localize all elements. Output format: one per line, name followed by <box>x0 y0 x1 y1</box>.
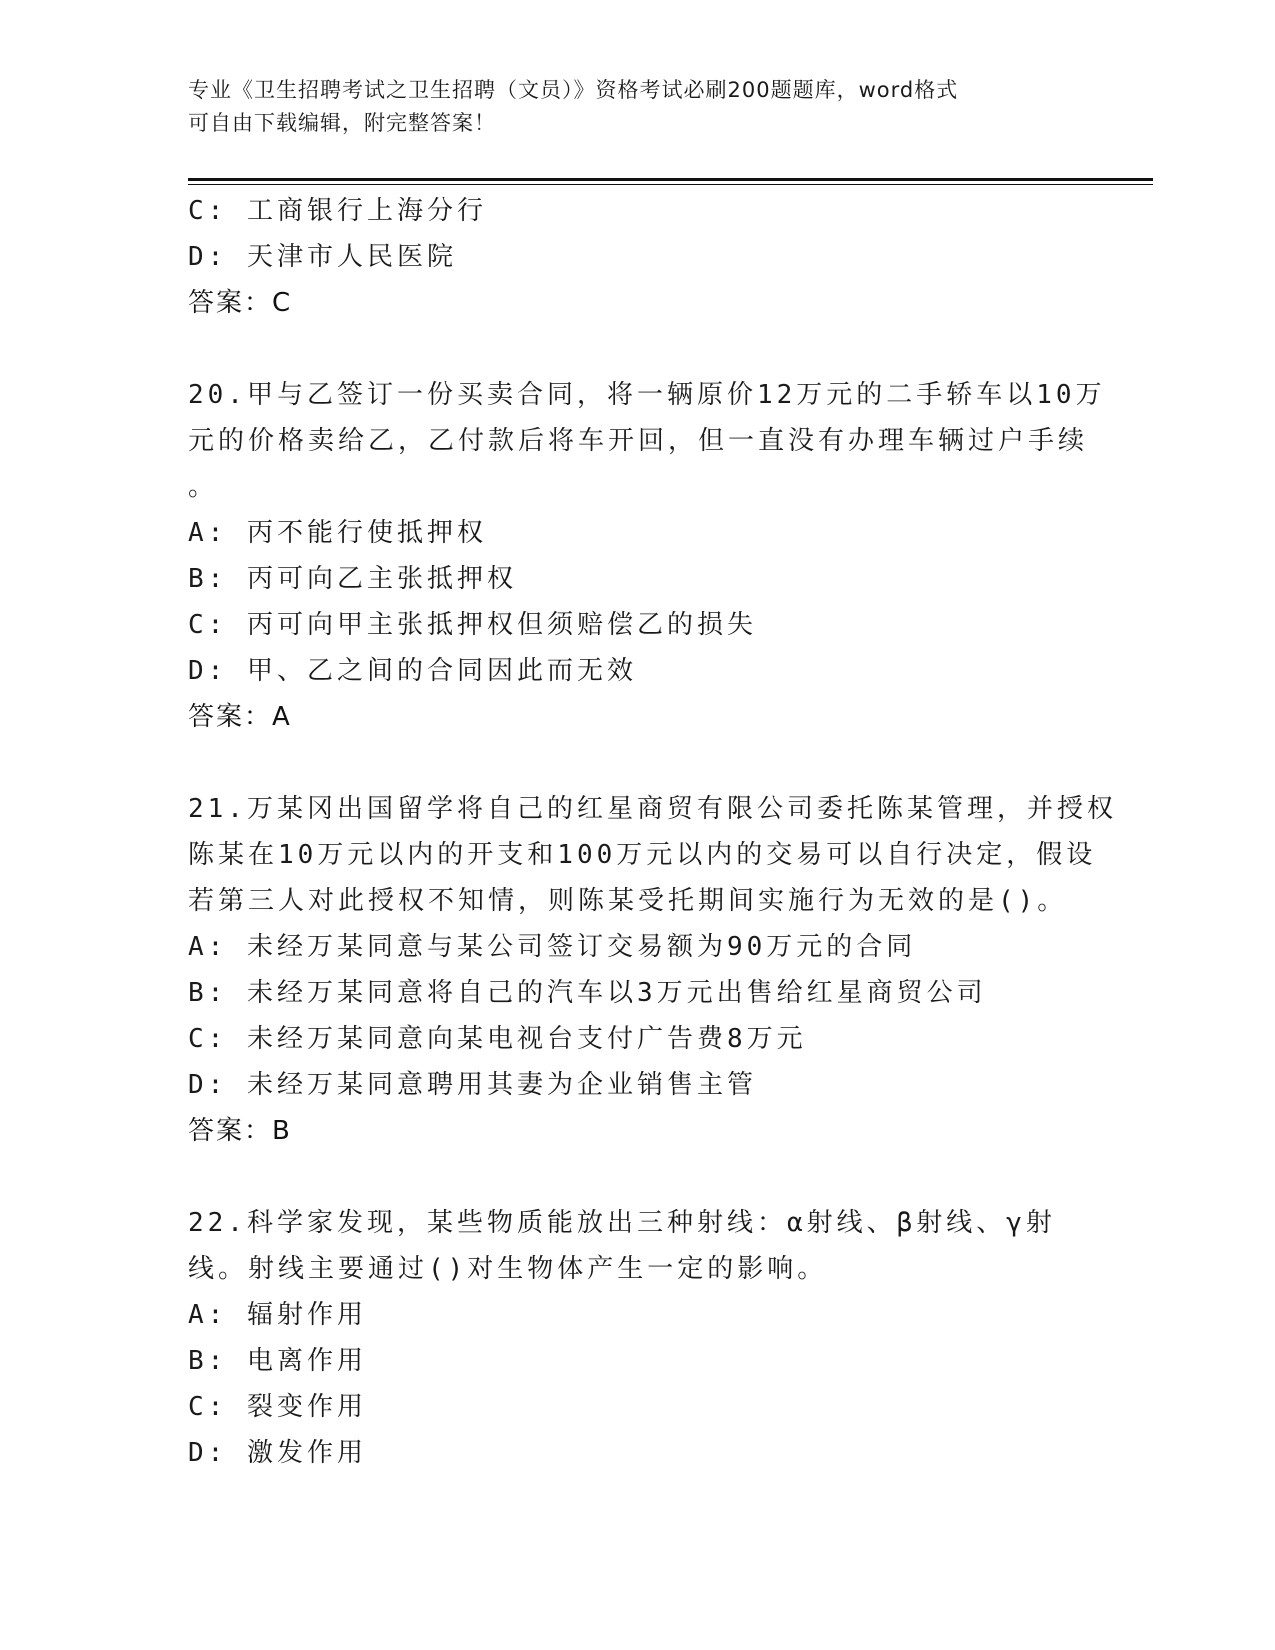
header-title-line-1: 专业《卫生招聘考试之卫生招聘（文员）》资格考试必刷200题题库，word格式 <box>188 78 959 102</box>
option-text: 未经万某同意与某公司签订交易额为90万元的合同 <box>246 932 917 962</box>
spacer <box>188 740 1078 786</box>
question-text-line: 。 <box>188 472 219 502</box>
option-text: 天津市人民医院 <box>246 242 457 272</box>
question-text-line: 陈某在10万元以内的开支和100万元以内的交易可以自行决定，假设 <box>188 840 1097 870</box>
question-text-line: 线。射线主要通过()对生物体产生一定的影响。 <box>188 1254 828 1284</box>
option-d <box>188 234 1078 280</box>
option-label: D: <box>188 1070 228 1100</box>
document-header <box>188 74 1068 140</box>
question-text-line: 若第三人对此授权不知情，则陈某受托期间实施行为无效的是()。 <box>188 886 1068 916</box>
option-label: A: <box>188 1300 228 1330</box>
option-c <box>188 1016 1078 1062</box>
option-d <box>188 1062 1078 1108</box>
option-text: 未经万某同意向某电视台支付广告费8万元 <box>246 1024 807 1054</box>
option-text: 工商银行上海分行 <box>246 196 487 226</box>
option-a <box>188 924 1078 970</box>
option-b <box>188 556 1078 602</box>
option-b <box>188 1338 1078 1384</box>
question-text-line: 元的价格卖给乙，乙付款后将车开回，但一直没有办理车辆过户手续 <box>188 426 1089 456</box>
question-22 <box>188 1200 1078 1476</box>
answer-line: 答案：A <box>188 702 292 732</box>
option-label: A: <box>188 518 228 548</box>
option-d <box>188 1430 1078 1476</box>
question-text-line: 22.科学家发现，某些物质能放出三种射线：α射线、β射线、γ射 <box>188 1208 1056 1238</box>
option-label: A: <box>188 932 228 962</box>
option-label: B: <box>188 564 228 594</box>
option-label: C: <box>188 1392 228 1422</box>
option-label: D: <box>188 242 228 272</box>
option-label: C: <box>188 196 228 226</box>
option-c <box>188 1384 1078 1430</box>
option-b <box>188 970 1078 1016</box>
option-label: B: <box>188 978 228 1008</box>
question-20 <box>188 372 1106 740</box>
header-divider-thick <box>188 178 1153 181</box>
option-text: 电离作用 <box>246 1346 367 1376</box>
answer-line: 答案：B <box>188 1116 292 1146</box>
option-text: 未经万某同意聘用其妻为企业销售主管 <box>246 1070 757 1100</box>
option-c <box>188 602 1078 648</box>
option-text: 未经万某同意将自己的汽车以3万元出售给红星商贸公司 <box>246 978 987 1008</box>
option-label: B: <box>188 1346 228 1376</box>
option-a <box>188 1292 1078 1338</box>
answer-line: 答案：C <box>188 288 293 318</box>
option-label: D: <box>188 656 228 686</box>
spacer <box>188 1154 1078 1200</box>
question-text-line: 21.万某冈出国留学将自己的红星商贸有限公司委托陈某管理，并授权 <box>188 794 1117 824</box>
option-text: 辐射作用 <box>246 1300 367 1330</box>
option-text: 丙可向甲主张抵押权但须赔偿乙的损失 <box>246 610 757 640</box>
option-text: 丙可向乙主张抵押权 <box>246 564 517 594</box>
header-divider-thin <box>188 184 1153 185</box>
option-text: 甲、乙之间的合同因此而无效 <box>246 656 637 686</box>
option-text: 丙不能行使抵押权 <box>246 518 487 548</box>
option-label: D: <box>188 1438 228 1468</box>
question-21 <box>188 786 1117 1154</box>
option-label: C: <box>188 1024 228 1054</box>
option-text: 激发作用 <box>246 1438 367 1468</box>
option-label: C: <box>188 610 228 640</box>
option-a <box>188 510 1078 556</box>
document-content <box>188 188 1117 1476</box>
option-c <box>188 188 1078 234</box>
option-text: 裂变作用 <box>246 1392 367 1422</box>
question-19-tail <box>188 188 1078 326</box>
option-d <box>188 648 1078 694</box>
spacer <box>188 326 1078 372</box>
header-title-line-2: 可自由下载编辑，附完整答案！ <box>188 111 496 135</box>
question-text-line: 20.甲与乙签订一份买卖合同，将一辆原价12万元的二手轿车以10万 <box>188 380 1106 410</box>
